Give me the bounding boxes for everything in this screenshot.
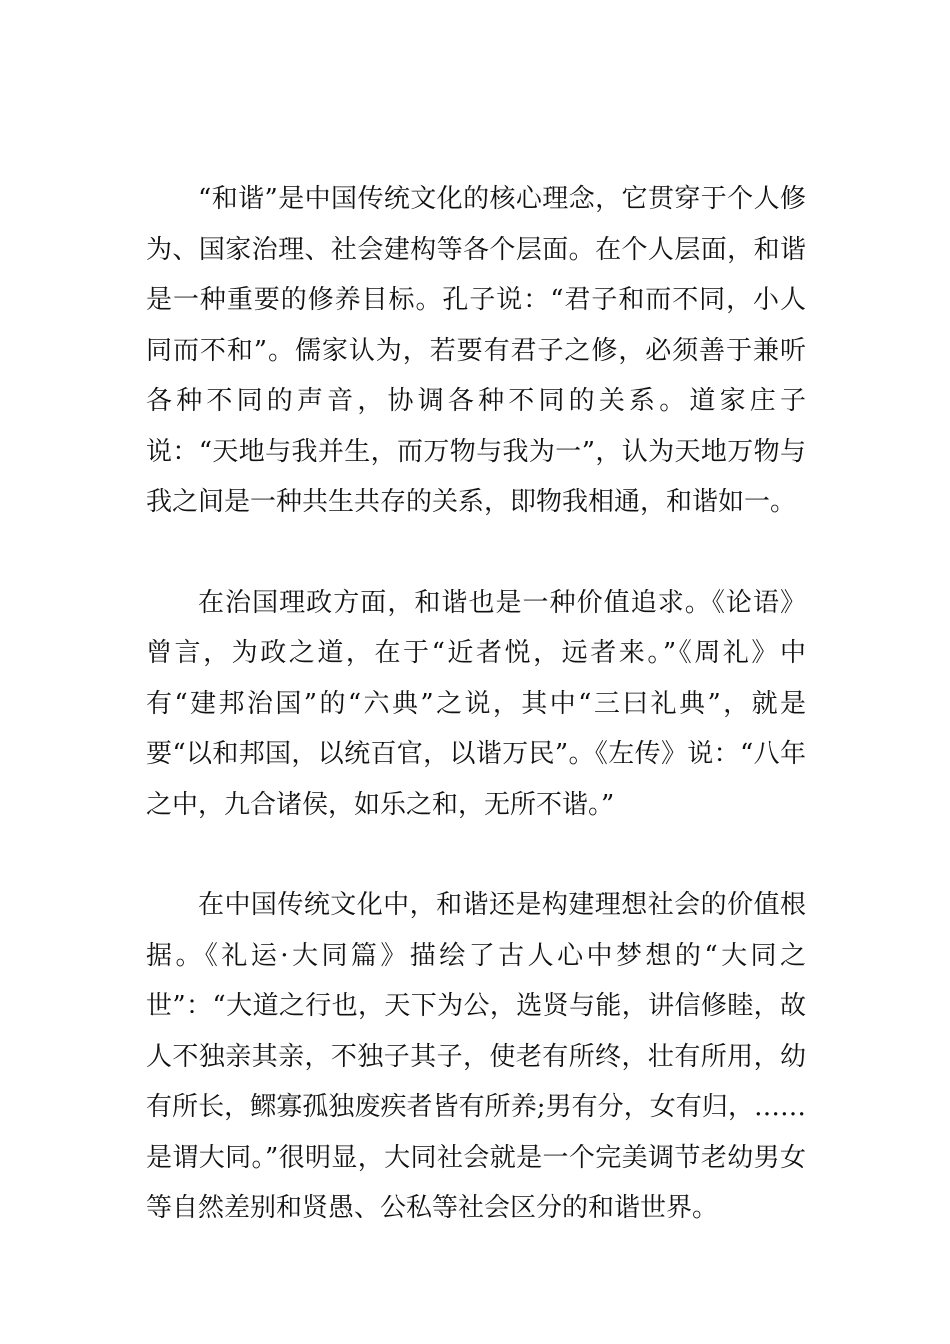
- paragraph-ideal-society: 在中国传统文化中，和谐还是构建理想社会的价值根据。《礼运·大同篇》描绘了古人心中梦想的“大同之世”：“大道之行也，天下为公，选贤与能，讲信修睦，故人不独亲其亲，不独子其子，使老有所终，壮有所用，幼有所长，鳏寡孤独废疾者皆有所养;男有分，女有归，……是谓大同。”很明显，大同社会就是一个完美调节老幼男女等自然差别和贤愚、公私等社会区分的和谐世界。: [146, 890, 806, 1223]
- paragraph-governance-harmony: 在治国理政方面，和谐也是一种价值追求。《论语》曾言，为政之道，在于“近者悦，远者来。”《周礼》中有“建邦治国”的“六典”之说，其中“三曰礼典”，就是要“以和邦国，以统百官，以谐万民”。《左传》说：“八年之中，九合诸侯，如乐之和，无所不谐。”: [146, 587, 806, 820]
- paragraph-personal-harmony: “和谐”是中国传统文化的核心理念，它贯穿于个人修为、国家治理、社会建构等各个层面。在个人层面，和谐是一种重要的修养目标。孔子说：“君子和而不同，小人同而不和”。儒家认为，若要有君子之修，必须善于兼听各种不同的声音，协调各种不同的关系。道家庄子说：“天地与我并生，而万物与我为一”，认为天地万物与我之间是一种共生共存的关系，即物我相通，和谐如一。: [146, 184, 806, 517]
- document-body: [146, 174, 806, 1234]
